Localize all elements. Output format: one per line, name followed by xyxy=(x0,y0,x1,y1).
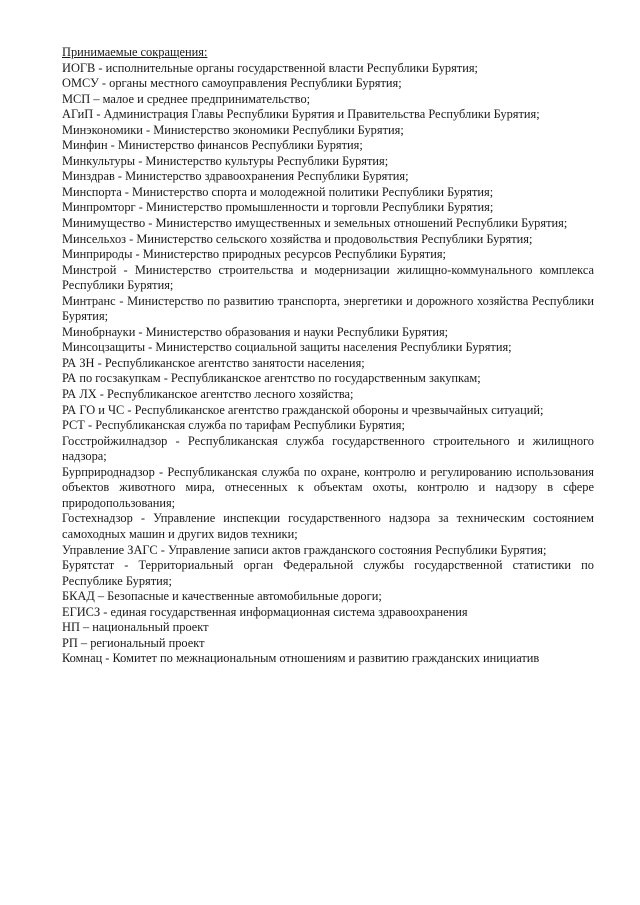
abbreviations-list xyxy=(62,61,594,667)
abbreviation-entry: Минздрав - Министерство здравоохранения Республики Бурятия; xyxy=(62,169,409,184)
abbreviation-entry: Минсельхоз - Министерство сельского хозяйства и продовольствия Республики Бурятия; xyxy=(62,231,533,246)
abbreviation-entry: Минспорта - Министерство спорта и молодежной политики Республики Бурятия; xyxy=(62,184,494,199)
abbreviation-entry: Комнац - Комитет по межнациональным отношениям и развитию гражданских инициатив xyxy=(62,651,540,666)
abbreviation-entry: РА ГО и ЧС - Республиканское агентство гражданской обороны и чрезвычайных ситуаций; xyxy=(62,402,544,417)
abbreviation-entry: Минтранс - Министерство по развитию транспорта, энергетики и дорожного хозяйства Республики Бурятия; xyxy=(62,293,594,324)
abbreviation-entry: Минобрнауки - Министерство образования и науки Республики Бурятия; xyxy=(62,324,449,339)
abbreviation-entry: Госстройжилнадзор - Республиканская служба государственного строительного и жилищного надзора; xyxy=(62,433,594,464)
abbreviation-entry: Минфин - Министерство финансов Республики Бурятия; xyxy=(62,138,363,153)
abbreviation-entry: Минимущество - Министерство имущественных и земельных отношений Республики Бурятия; xyxy=(62,216,568,231)
abbreviation-entry: Бурприроднадзор - Республиканская служба по охране, контролю и регулированию использования объектов животного мира, отнесенных к объектам охоты, контролю и надзору в сфере природопользования; xyxy=(62,464,594,510)
abbreviation-entry: Гостехнадзор - Управление инспекции государственного надзора за техническим состоянием самоходных машин и других видов техники; xyxy=(62,511,594,541)
abbreviation-entry: Минприроды - Министерство природных ресурсов Республики Бурятия; xyxy=(62,247,446,262)
abbreviation-entry: ОМСУ - органы местного самоуправления Республики Бурятия; xyxy=(62,76,402,91)
abbreviation-entry: РА по госзакупкам - Республиканское агентство по государственным закупкам; xyxy=(62,371,481,386)
abbreviation-entry: ЕГИСЗ - единая государственная информационная система здравоохранения xyxy=(62,604,468,619)
abbreviation-entry: Управление ЗАГС - Управление записи актов гражданского состояния Республики Бурятия; xyxy=(62,542,547,557)
abbreviation-entry: Бурятстат - Территориальный орган Федеральной службы государственной статистики по Республике Бурятия; xyxy=(62,558,594,588)
abbreviation-entry: АГиП - Администрация Главы Республики Бурятия и Правительства Республики Бурятия; xyxy=(62,107,540,122)
abbreviation-entry: Минстрой - Министерство строительства и модернизации жилищно-коммунального комплекса Республики Бурятия; xyxy=(62,262,594,293)
abbreviation-entry: НП – национальный проект xyxy=(62,620,209,635)
abbreviation-entry: Минпромторг - Министерство промышленности и торговли Республики Бурятия; xyxy=(62,200,494,215)
abbreviation-entry: БКАД – Безопасные и качественные автомобильные дороги; xyxy=(62,589,382,604)
abbreviation-entry: Минэкономики - Министерство экономики Республики Бурятия; xyxy=(62,122,404,137)
abbreviations-heading: Принимаемые сокращения: xyxy=(62,45,208,59)
abbreviation-entry: Минсоцзащиты - Министерство социальной защиты населения Республики Бурятия; xyxy=(62,340,512,355)
abbreviation-entry: РА ЗН - Республиканское агентство занятости населения; xyxy=(62,355,365,370)
abbreviation-entry: РСТ - Республиканская служба по тарифам Республики Бурятия; xyxy=(62,418,405,433)
abbreviation-entry: ИОГВ - исполнительные органы государственной власти Республики Бурятия; xyxy=(62,60,478,75)
abbreviation-entry: РА ЛХ - Республиканское агентство лесного хозяйства; xyxy=(62,387,354,402)
abbreviation-entry: Минкультуры - Министерство культуры Республики Бурятия; xyxy=(62,153,389,168)
abbreviation-entry: РП – региональный проект xyxy=(62,635,205,650)
abbreviation-entry: МСП – малое и среднее предпринимательство; xyxy=(62,91,311,106)
abbreviations-section xyxy=(62,45,594,667)
